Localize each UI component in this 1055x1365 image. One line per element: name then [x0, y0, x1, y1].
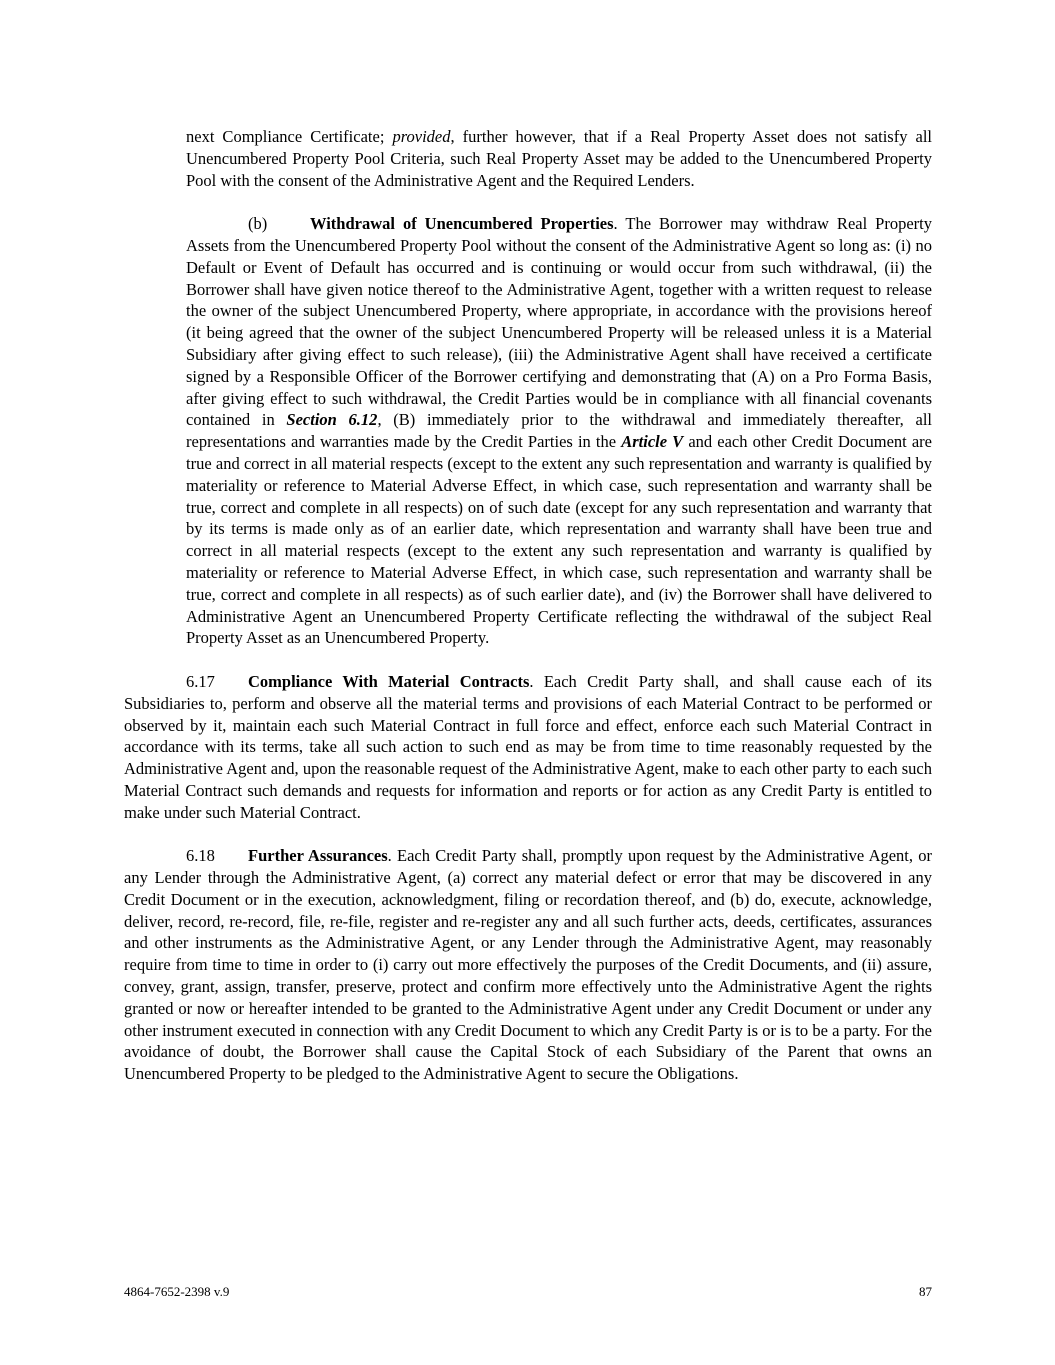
emphasis-provided: provided	[392, 127, 451, 146]
document-body	[124, 126, 932, 1107]
section-text: . Each Credit Party shall, promptly upon request by the Administrative Agent, or any Lender through the Administrative Agent, (a) correct any material defect or error that may be discovered in any Credit Document or in the execution, acknowledgment, filing or recordation thereof, and (b) do, execute, acknowledge, deliver, record, re-record, file, re-file, register and re-register any and all such further acts, deeds, certificates, assurances and other instruments as the Administrative Agent, or any Lender through the Administrative Agent, may reasonably require from time to time in order to (i) carry out more effectively the purposes of the Credit Documents, and (ii) assure, convey, grant, assign, transfer, preserve, protect and confirm more effectively unto the Administrative Agent the rights granted or now or hereafter intended to be granted to the Administrative Agent under any Credit Document or under any other instrument executed in connection with any Credit Document to which any Credit Party is or is to be a party. For the avoidance of doubt, the Borrower shall cause the Capital Stock of each Subsidiary of the Parent that owns an Unencumbered Property to be pledged to the Administrative Agent to secure the Obligations.	[124, 846, 932, 1084]
paragraph-withdrawal: (b) Withdrawal of Unencumbered Properties. The Borrower may withdraw Real Property Assets from the Unencumbered Property Pool without the consent of the Administrative Agent so long as: (i) no Default or Event of Default has occurred and is continuing or would occur from such withdrawal, (ii) the Borrower shall have given notice thereof to the Administrative Agent, together with a written request to release the owner of the subject Unencumbered Property, where appropriate, in accordance with the provisions hereof (it being agreed that the owner of the subject Unencumbered Property will be released unless it is a Material Subsidiary after giving effect to such release), (iii) the Administrative Agent shall have received a certificate signed by a Responsible Officer of the Borrower certifying and demonstrating that (A) on a Pro Forma Basis, after giving effect to such withdrawal, the Credit Parties would be in compliance with all financial covenants contained in Section 6.12, (B) immediately prior to the withdrawal and immediately thereafter, all representations and warranties made by the Credit Parties in the Article V and each other Credit Document are true and correct in all material respects (except to the extent any such representation and warranty is qualified by materiality or reference to Material Adverse Effect, in which case, such representation and warranty shall be true, correct and complete in all respects) on of such date (except for any such representation and warranty that by its terms is made only as of an earlier date, which representation and warranty shall have been true and correct in all material respects (except to the extent any such representation and warranty is qualified by materiality or reference to Material Adverse Effect, in which case, such representation and warranty shall be true, correct and complete in all respects) as of such earlier date), and (iv) the Borrower shall have delivered to Administrative Agent an Unencumbered Property Certificate reflecting the withdrawal of the subject Real Property Asset as an Unencumbered Property.	[186, 214, 933, 648]
page-footer	[124, 1284, 932, 1300]
section-heading: Further Assurances	[248, 846, 388, 866]
section-text: . Each Credit Party shall, and shall cause each of its Subsidiaries to, perform and observe all the material terms and provisions of each Material Contract to be performed or observed by it, maintain each such Material Contract in full force and effect, enforce each such Material Contract in accordance with its terms, take all such action to such end as may be from time to time reasonably requested by the Administrative Agent and, upon the reasonable request of the Administrative Agent, make to each other party to each such Material Contract such demands and requests for information and reports or for action as any Credit Party is entitled to make under such Material Contract.	[124, 671, 932, 822]
cross-reference-section: Section 6.12	[286, 410, 378, 430]
page-number: 87	[919, 1284, 932, 1299]
section-heading: Compliance With Material Contracts	[248, 671, 530, 691]
clause-number: (b)	[248, 214, 268, 234]
clause-heading: Withdrawal of Unencumbered Properties	[310, 214, 614, 234]
paragraph-continuation: next Compliance Certificate; provided, further however, that if a Real Property Asset does not satisfy all Unencumbered Property Pool Criteria, such Real Property Asset may be added to the Unencumbered Property Pool with the consent of the Administrative Agent and the Required Lenders.	[186, 127, 932, 190]
cross-reference-article: Article V	[621, 432, 684, 452]
section-6-17	[124, 671, 932, 824]
section-number: 6.17	[186, 671, 215, 691]
document-id: 4864-7652-2398 v.9	[124, 1284, 230, 1299]
section-6-18	[124, 845, 932, 1085]
section-number: 6.18	[186, 846, 215, 866]
